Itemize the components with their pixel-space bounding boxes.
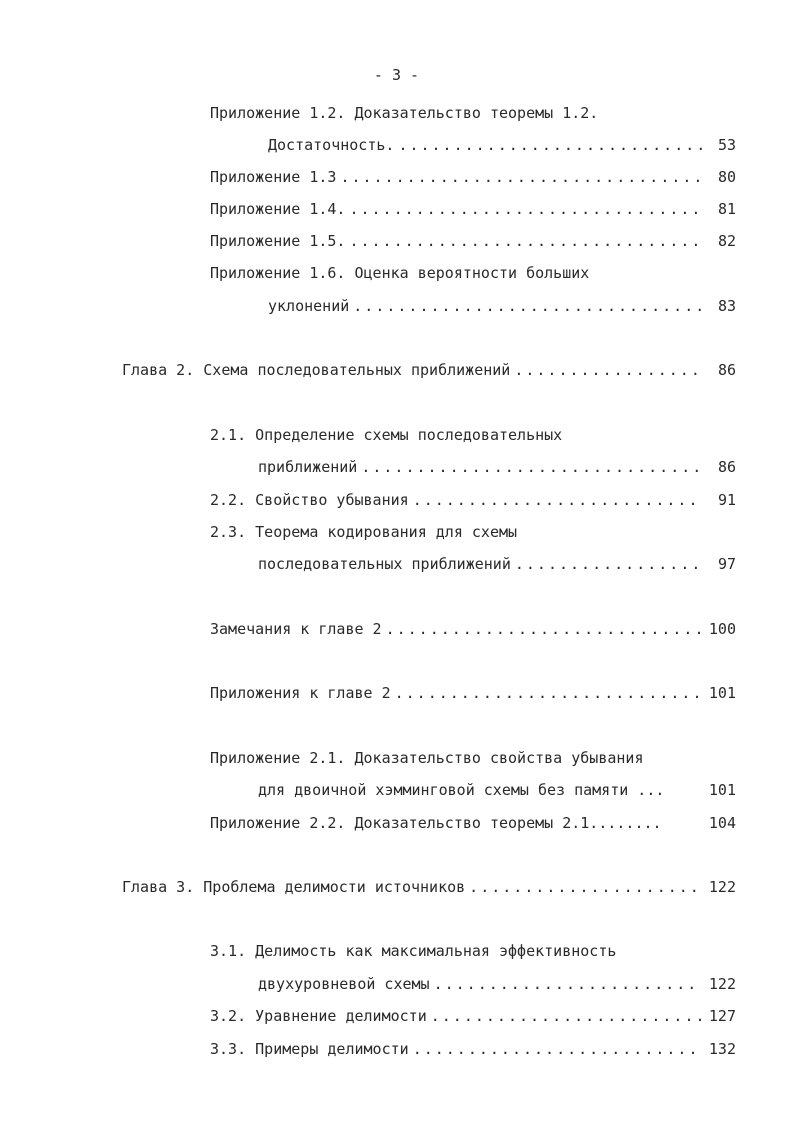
toc-entry-section-3-2 <box>210 1006 736 1026</box>
toc-entry-text: последовательных приближений <box>258 555 511 573</box>
leader-dots <box>349 199 702 219</box>
toc-page-ref: 104 <box>708 814 736 832</box>
toc-entry-appendices-2 <box>210 683 736 703</box>
toc-page-ref: 80 <box>717 168 736 186</box>
toc-entry-section-2-3-title: 2.3. Теорема кодирования для схемы <box>210 523 518 541</box>
toc-entry-section-3-3 <box>210 1039 736 1059</box>
toc-page-ref: 81 <box>717 200 736 218</box>
toc-entry-section-2-2 <box>210 490 736 510</box>
toc-entry-app-1-4 <box>210 199 736 219</box>
leader-dots <box>386 619 702 639</box>
toc-entry-chapter-2 <box>122 360 736 380</box>
leader-dots <box>469 877 702 897</box>
toc-entry-app-1-2-title: Приложение 1.2. Доказательство теоремы 1.2. <box>210 104 599 122</box>
leader-dots <box>431 1006 702 1026</box>
toc-entry-section-2-3 <box>258 554 736 574</box>
toc-entry-text: Глава 3. Проблема делимости источников <box>122 878 466 896</box>
leader-dots <box>515 554 702 574</box>
toc-entry-app-2-1-title: Приложение 2.1. Доказательство свойства убывания <box>210 749 644 767</box>
toc-entry-text: Приложение 1.3 <box>210 168 337 186</box>
toc-page-ref: 101 <box>708 684 736 702</box>
toc-entry-remarks-2 <box>210 619 736 639</box>
toc-entry-app-2-2 <box>210 813 736 833</box>
toc-page-ref: 101 <box>708 781 736 799</box>
toc-page-ref: 122 <box>708 975 736 993</box>
toc-page-ref: 82 <box>717 232 736 250</box>
leader-dots <box>349 231 702 251</box>
leader-dots <box>413 1039 702 1059</box>
toc-entry-section-2-1 <box>258 457 736 477</box>
leader-dots <box>353 296 702 316</box>
toc-entry-text: 3.3. Примеры делимости <box>210 1040 409 1058</box>
toc-page-ref: 86 <box>717 361 736 379</box>
toc-entry-text: для двоичной хэмминговой схемы без памяти ... <box>258 781 665 799</box>
toc-entry-section-2-1-title: 2.1. Определение схемы последовательных <box>210 426 563 444</box>
toc-entry-app-1-3 <box>210 167 736 187</box>
toc-entry-text: Приложение 1.4. <box>210 200 346 218</box>
toc-entry-text: Достаточность. <box>268 136 395 154</box>
toc-entry-text: Приложение 1.5. <box>210 232 346 250</box>
toc-page-ref: 83 <box>717 297 736 315</box>
toc-page-ref: 97 <box>717 555 736 573</box>
toc-entry-app-1-6-title: Приложение 1.6. Оценка вероятности больших <box>210 264 590 282</box>
leader-dots <box>340 167 702 187</box>
toc-entry-text: Глава 2. Схема последовательных приближений <box>122 361 511 379</box>
page-number: - 3 - <box>373 66 420 84</box>
toc-entry-text: Приложения к главе 2 <box>210 684 391 702</box>
toc-entry-text: Замечания к главе 2 <box>210 620 382 638</box>
toc-entry-text: уклонений <box>268 297 350 315</box>
toc-page-ref: 132 <box>708 1040 736 1058</box>
toc-entry-text: двухуровневой схемы <box>258 975 430 993</box>
leader-dots <box>361 457 702 477</box>
toc-page-ref: 127 <box>708 1007 736 1025</box>
toc-entry-app-2-1 <box>258 780 736 800</box>
toc-page-ref: 122 <box>708 878 736 896</box>
toc-page-ref: 86 <box>717 458 736 476</box>
toc-entry-app-1-2 <box>268 135 736 155</box>
leader-dots <box>434 974 702 994</box>
toc-page-ref: 91 <box>717 491 736 509</box>
toc-page-ref: 100 <box>708 620 736 638</box>
toc-entry-app-1-5 <box>210 231 736 251</box>
toc-entry-section-3-1-title: 3.1. Делимость как максимальная эффективность <box>210 942 617 960</box>
leader-dots <box>514 360 702 380</box>
toc-entry-app-1-6 <box>268 296 736 316</box>
toc-entry-section-3-1 <box>258 974 736 994</box>
toc-page-ref: 53 <box>717 136 736 154</box>
toc-entry-text: 3.2. Уравнение делимости <box>210 1007 427 1025</box>
toc-entry-text: Приложение 2.2. Доказательство теоремы 2.1........ <box>210 814 662 832</box>
toc-entry-text: приближений <box>258 458 358 476</box>
toc-entry-text: 2.2. Свойство убывания <box>210 491 409 509</box>
leader-dots <box>413 490 702 510</box>
toc-entry-chapter-3 <box>122 877 736 897</box>
leader-dots <box>398 135 702 155</box>
leader-dots <box>395 683 702 703</box>
